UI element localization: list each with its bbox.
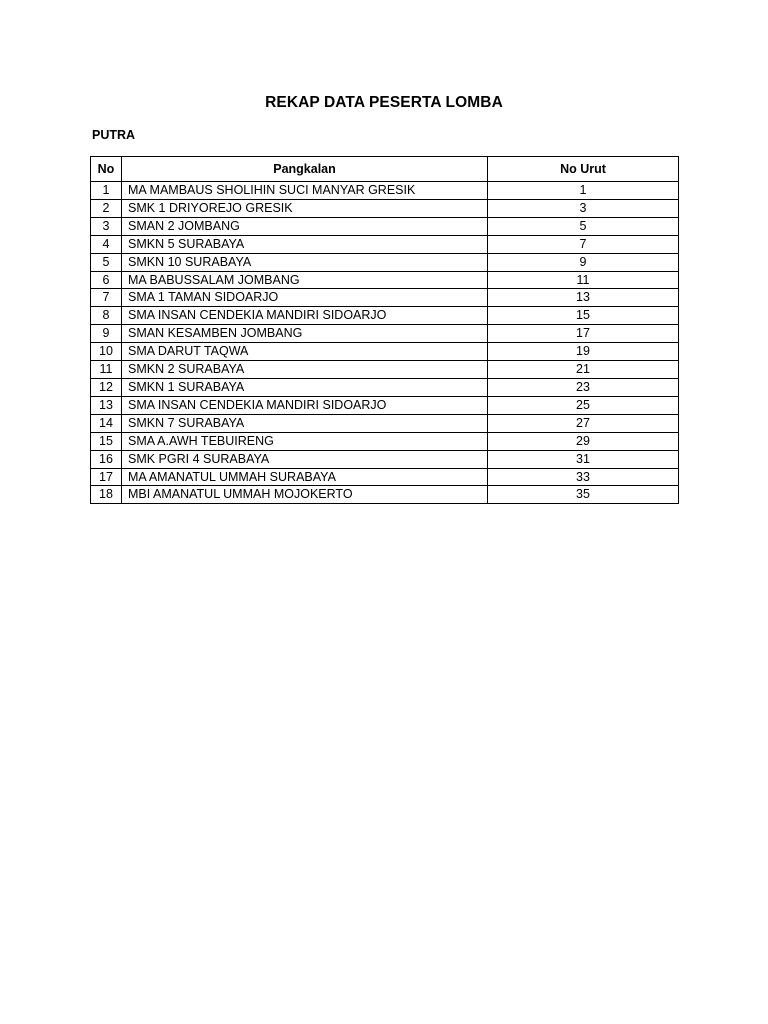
table-row [91, 432, 679, 450]
row-number: 4 [91, 235, 122, 253]
row-number: 9 [91, 325, 122, 343]
row-no-urut: 3 [488, 199, 679, 217]
table-row [91, 414, 679, 432]
row-number: 10 [91, 343, 122, 361]
row-pangkalan: SMA INSAN CENDEKIA MANDIRI SIDOARJO [122, 307, 488, 325]
row-pangkalan: SMA DARUT TAQWA [122, 343, 488, 361]
row-number: 11 [91, 361, 122, 379]
row-pangkalan: SMA INSAN CENDEKIA MANDIRI SIDOARJO [122, 396, 488, 414]
row-number: 14 [91, 414, 122, 432]
table-row [91, 271, 679, 289]
table-row [91, 450, 679, 468]
table-row [91, 468, 679, 486]
row-no-urut: 17 [488, 325, 679, 343]
table-row [91, 486, 679, 504]
row-pangkalan: SMK 1 DRIYOREJO GRESIK [122, 199, 488, 217]
row-no-urut: 31 [488, 450, 679, 468]
row-number: 17 [91, 468, 122, 486]
table-row [91, 217, 679, 235]
row-no-urut: 27 [488, 414, 679, 432]
table-row [91, 199, 679, 217]
row-no-urut: 19 [488, 343, 679, 361]
table-row [91, 378, 679, 396]
row-number: 2 [91, 199, 122, 217]
header-no-urut: No Urut [488, 157, 679, 182]
row-no-urut: 7 [488, 235, 679, 253]
table-row [91, 307, 679, 325]
row-no-urut: 11 [488, 271, 679, 289]
row-number: 8 [91, 307, 122, 325]
row-number: 18 [91, 486, 122, 504]
row-no-urut: 15 [488, 307, 679, 325]
row-pangkalan: SMA A.AWH TEBUIRENG [122, 432, 488, 450]
row-pangkalan: SMKN 5 SURABAYA [122, 235, 488, 253]
table-row [91, 289, 679, 307]
header-pangkalan: Pangkalan [122, 157, 488, 182]
row-pangkalan: SMK PGRI 4 SURABAYA [122, 450, 488, 468]
row-number: 12 [91, 378, 122, 396]
row-number: 6 [91, 271, 122, 289]
participant-table [90, 156, 679, 504]
table-body [91, 182, 679, 504]
row-pangkalan: SMKN 2 SURABAYA [122, 361, 488, 379]
table-row [91, 235, 679, 253]
row-number: 15 [91, 432, 122, 450]
row-pangkalan: SMKN 7 SURABAYA [122, 414, 488, 432]
table-header-row [91, 157, 679, 182]
header-no: No [91, 157, 122, 182]
row-pangkalan: SMAN 2 JOMBANG [122, 217, 488, 235]
table-row [91, 325, 679, 343]
row-pangkalan: MA BABUSSALAM JOMBANG [122, 271, 488, 289]
row-pangkalan: MA MAMBAUS SHOLIHIN SUCI MANYAR GRESIK [122, 182, 488, 200]
table-row [91, 253, 679, 271]
row-no-urut: 35 [488, 486, 679, 504]
row-number: 13 [91, 396, 122, 414]
table-row [91, 182, 679, 200]
table-row [91, 396, 679, 414]
row-pangkalan: SMKN 1 SURABAYA [122, 378, 488, 396]
row-number: 1 [91, 182, 122, 200]
row-no-urut: 33 [488, 468, 679, 486]
row-no-urut: 9 [488, 253, 679, 271]
table-row [91, 361, 679, 379]
row-pangkalan: SMAN KESAMBEN JOMBANG [122, 325, 488, 343]
section-label: PUTRA [92, 128, 136, 142]
row-number: 16 [91, 450, 122, 468]
row-pangkalan: MBI AMANATUL UMMAH MOJOKERTO [122, 486, 488, 504]
row-number: 7 [91, 289, 122, 307]
row-pangkalan: MA AMANATUL UMMAH SURABAYA [122, 468, 488, 486]
row-no-urut: 1 [488, 182, 679, 200]
table-row [91, 343, 679, 361]
row-no-urut: 29 [488, 432, 679, 450]
row-number: 5 [91, 253, 122, 271]
page-title: REKAP DATA PESERTA LOMBA [265, 94, 503, 111]
row-no-urut: 23 [488, 378, 679, 396]
row-no-urut: 5 [488, 217, 679, 235]
row-pangkalan: SMA 1 TAMAN SIDOARJO [122, 289, 488, 307]
row-number: 3 [91, 217, 122, 235]
row-no-urut: 25 [488, 396, 679, 414]
row-no-urut: 21 [488, 361, 679, 379]
row-no-urut: 13 [488, 289, 679, 307]
row-pangkalan: SMKN 10 SURABAYA [122, 253, 488, 271]
